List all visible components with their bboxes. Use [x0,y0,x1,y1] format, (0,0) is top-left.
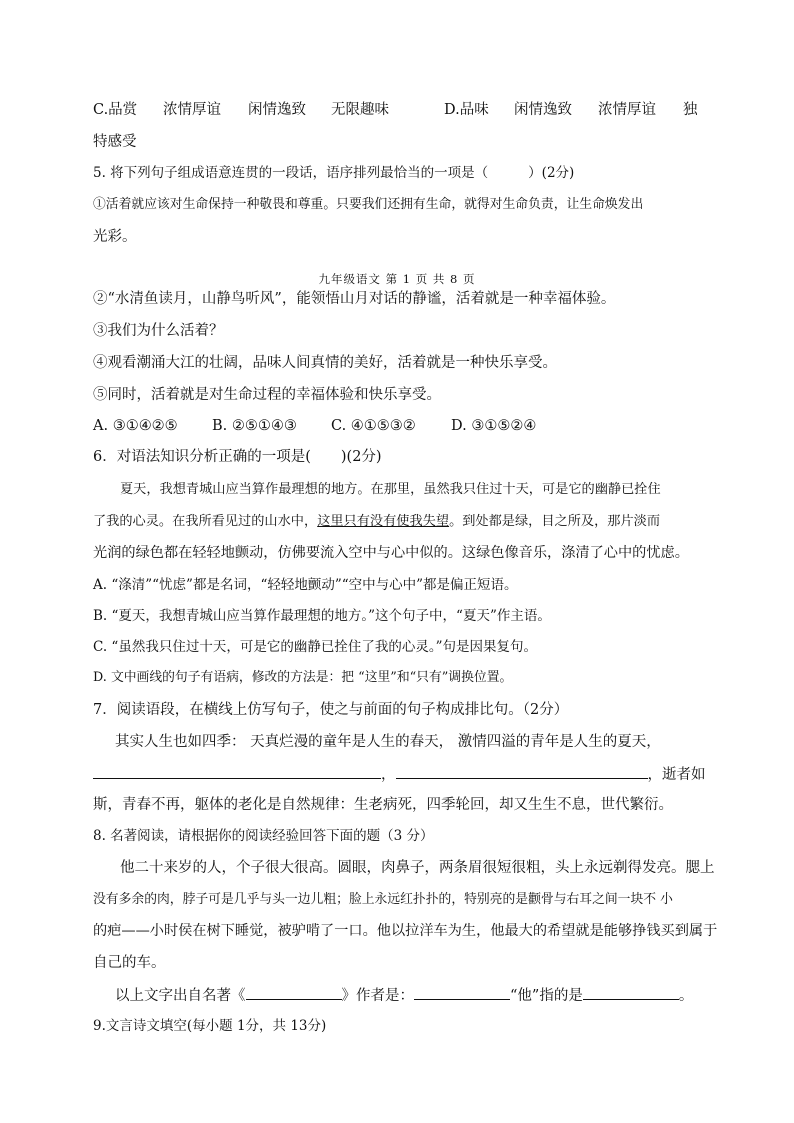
q5-sentence-5: ⑤同时，活着就是对生命过程的幸福体验和快乐享受。 [93,387,441,403]
q6-stem-end: )(2分) [340,449,382,465]
q8-he-label: “他”指的是 [510,988,583,1004]
q5-option-c: C. ④①⑤③② [331,418,416,434]
q6-passage-2b: 。到处都是绿，目之所及，那片淡而 [449,514,661,529]
option-d-continuation: 特感受 [93,134,137,150]
q7-line-2-end: ，逝者如 [647,767,706,783]
q5-sentence-2: ②“水清鱼读月，山静鸟听风”，能领悟山月对话的静谧，活着就是一种幸福体验。 [93,291,616,307]
option-c-label: C.品赏 [93,102,138,118]
q5-option-b: B. ②⑤①④③ [212,418,297,434]
q6-option-d: D. 文中画线的句子有语病，修改的方法是：把 “这里”和“只有”调换位置。 [93,670,513,685]
q5-stem [93,164,574,182]
q6-passage-2a: 了我的心灵。在我所看见过的山水中， [93,514,318,529]
q6-passage-line-3: 光润的绿色都在轻轻地颤动，仿佛要流入空中与心中似的。这绿色像音乐，涤清了心中的忧虑。 [93,545,689,561]
q8-he-blank[interactable] [583,985,679,1000]
q6-option-b: B. “夏天，我想青城山应当算作最理想的地方。”这个句子中，“夏天”作主语。 [93,608,551,624]
q5-sentence-1: ①活着就应该对生命保持一种敬畏和尊重。只要我们还拥有生命，就得对生命负责，让生命焕发出 [93,197,644,212]
q6-option-c: C. “虽然我只住过十天，可是它的幽静已拴住了我的心灵。”句是因果复句。 [93,639,537,655]
q5-sentence-1-cont: 光彩。 [93,229,137,245]
option-d-word-1: 闲情逸致 [514,102,572,118]
q5-option-a: A. ③①④②⑤ [93,418,178,434]
q8-questions [115,985,693,1005]
q5-sentence-4: ④观看潮涌大江的壮阔，品味人间真情的美好，活着就是一种快乐享受。 [93,355,557,371]
q7-passage-line-2 [93,764,706,784]
q6-option-a: A. “涤清”“忧虑”都是名词，“轻轻地颤动”“空中与心中”都是偏正短语。 [93,577,518,593]
q8-author-blank[interactable] [414,985,510,1000]
q7-passage-line-1: 其实人生也如四季： 天真烂漫的童年是人生的春天， 激情四溢的青年是人生的夏天， [115,734,661,750]
q5-sentence-3: ③我们为什么活着？ [93,323,224,339]
q8-stem: 8. 名著阅读，请根据你的阅读经验回答下面的题（3 分） [93,828,434,844]
option-d-word-3: 独 [683,102,698,118]
q9-stem: 9.文言诗文填空(每小题 1分，共 13分) [93,1018,327,1034]
q7-blank-2[interactable] [396,764,648,779]
q6-stem [93,448,382,466]
q6-passage-line-2 [93,513,660,531]
q8-book-label: 以上文字出自名著《 [115,988,246,1004]
q8-author-label: 》作者是： [341,988,414,1004]
option-d-word-2: 浓情厚谊 [598,102,656,118]
q6-stem-text: 6．对语法知识分析正确的一项是( [93,449,311,465]
q8-end: 。 [678,988,694,1004]
option-c-word-3: 无限趣味 [331,102,389,118]
q6-passage-line-1: 夏天，我想青城山应当算作最理想的地方。在那里，虽然我只住过十天，可是它的幽静已拴住 [120,482,661,497]
q8-passage-line-1: 他二十来岁的人，个子很大很高。圆眼，肉鼻子，两条眉很短很粗，头上永远剃得发亮。腮上 [120,860,715,876]
q5-option-d: D. ③①⑤②④ [451,418,537,434]
q5-stem-end: ）(2分) [528,165,575,181]
option-d-label: D.品味 [444,102,489,118]
option-c-word-1: 浓情厚谊 [163,102,221,118]
option-c-word-2: 闲情逸致 [248,102,306,118]
q5-stem-text: 5. 将下列句子组成语意连贯的一段话，语序排列最恰当的一项是（ [93,165,489,181]
q8-passage-line-4: 自己的车。 [93,955,166,971]
page-footer: 九年级语文 第 1 页 共 8 页 [318,272,476,286]
q8-passage-line-3: 的疤——小时侯在树下睡觉，被驴啃了一口。他以拉洋车为生，他最大的希望就是能够挣钱买到属于 [93,923,718,939]
q7-stem: 7．阅读语段，在横线上仿写句子，使之与前面的句子构成排比句。（2分） [93,702,569,718]
q8-passage-line-2: 没有多余的肉，脖子可是几乎与头一边儿粗；脸上永远红扑扑的，特别亮的是颧骨与右耳之间一块不 小 [93,892,673,907]
q8-book-blank[interactable] [246,985,342,1000]
q7-passage-line-3: 斯，青春不再，躯体的老化是自然规律：生老病死，四季轮回，却又生生不息，世代繁衍。 [93,797,673,813]
q7-blank-1[interactable] [93,764,381,779]
q6-underlined-sentence: 这里只有没有使我失望 [317,514,450,529]
q7-sep: ， [381,767,396,783]
